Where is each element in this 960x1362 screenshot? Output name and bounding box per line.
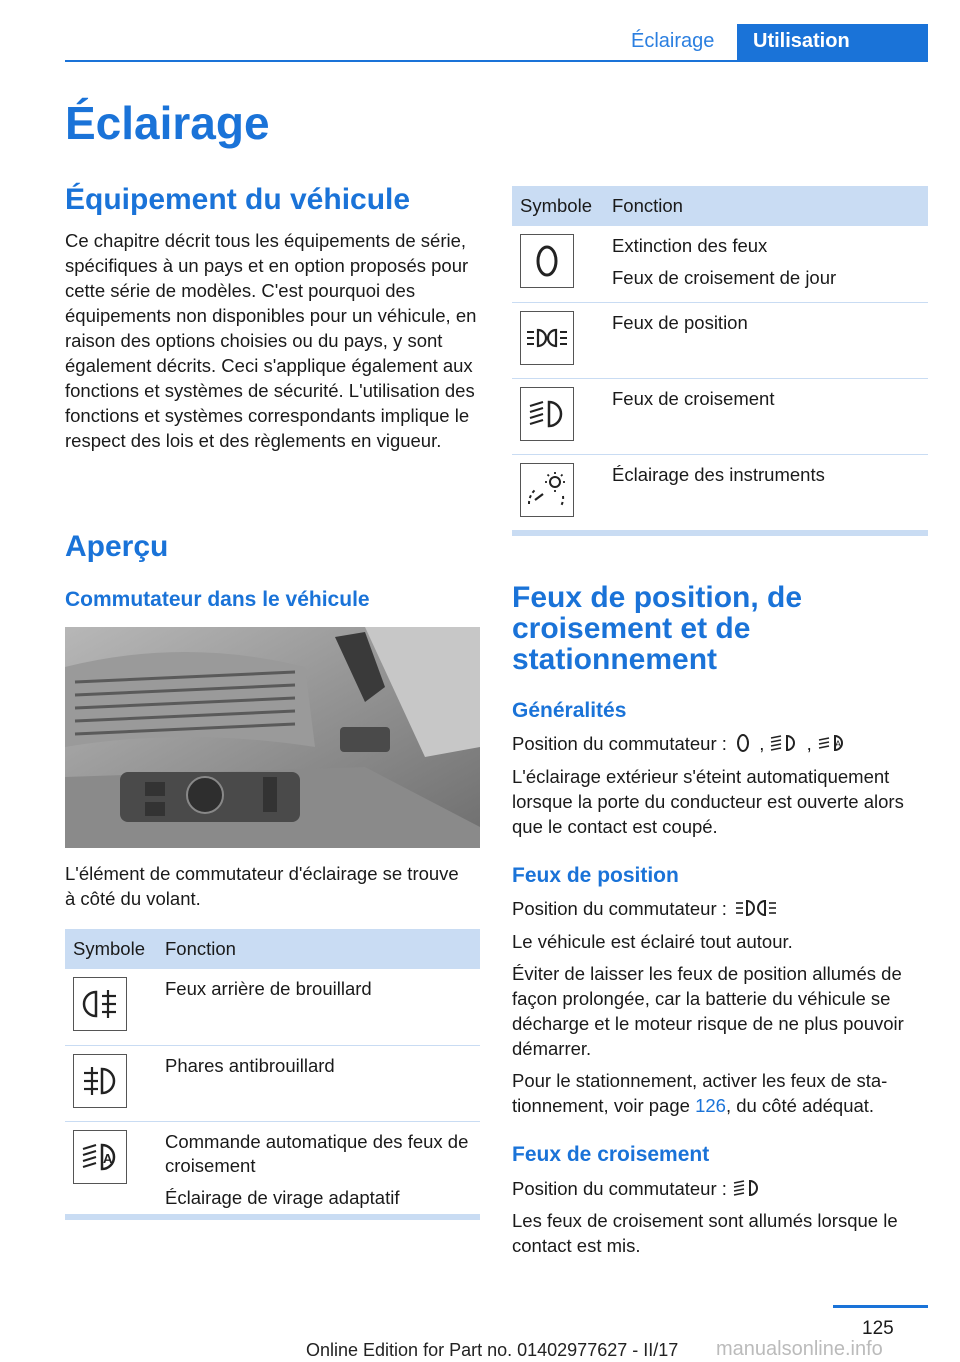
rear-fog-light-icon — [73, 977, 127, 1031]
table-right-col-symbol: Symbole — [512, 186, 612, 226]
table-left-row2-line1: Phares antibrouillard — [165, 1054, 335, 1076]
watermark: manualsonline.info — [716, 1338, 883, 1360]
header-section: Éclairage — [631, 30, 715, 52]
apercu-heading: Aperçu — [65, 530, 169, 563]
table-left-row3-line1: Commande automatique des feux de croisement — [165, 1130, 469, 1176]
general-sep-1: , — [759, 733, 765, 754]
position-p3-before: Pour le stationnement, activer les feux de stationnement, voir page — [512, 1070, 888, 1116]
table-right-end-rule — [512, 531, 928, 536]
table-left-end-rule — [65, 1215, 480, 1220]
croisement-position-line — [512, 1176, 928, 1201]
parking-light-icon — [732, 898, 780, 918]
equip-heading: Équipement du véhicule — [65, 183, 411, 216]
page-number: 125 — [862, 1318, 894, 1339]
low-beam-icon — [732, 1178, 764, 1198]
table-right-col-function: Fonction — [612, 186, 928, 226]
general-text: L'éclairage extérieur s'éteint automatiquement lorsque la porte du conducteur est ouverte alors que le contact est coupé. — [512, 766, 904, 837]
header-chapter-tab: Utilisation — [737, 24, 928, 62]
general-heading: Généralités — [512, 699, 627, 722]
page-link[interactable]: 126 — [695, 1095, 726, 1116]
left-column — [65, 184, 480, 453]
table-row — [65, 1121, 480, 1214]
table-left-row1-line1: Feux arrière de brouillard — [165, 978, 372, 999]
auto-headlight-icon — [73, 1130, 127, 1184]
table-right-row4-line1: Éclairage des instruments — [612, 463, 825, 485]
front-fog-light-icon — [73, 1054, 127, 1108]
position-position-label: Position du commutateur : — [512, 898, 727, 919]
table-row — [65, 969, 480, 1045]
position-p3 — [512, 1068, 928, 1118]
croisement-p1: Les feux de croisement sont allumés lorsque le contact est mis. — [512, 1210, 898, 1256]
general-position-label: Position du commutateur : — [512, 733, 727, 754]
auto-headlight-icon — [817, 733, 849, 753]
table-left — [65, 929, 480, 1220]
table-right-row2-line1: Feux de position — [612, 311, 748, 333]
table-row — [65, 1045, 480, 1121]
general-sep-2: , — [806, 733, 812, 754]
position-heading: Feux de position — [512, 864, 679, 887]
header-rule — [65, 60, 928, 62]
apercu-caption: L'élément de commutateur d'éclairage se trouve à côté du volant. — [65, 863, 459, 909]
footer-rule — [833, 1305, 928, 1308]
table-left-row3-line2: Éclairage de virage adaptatif — [165, 1186, 400, 1208]
svg-text:A: A — [103, 1150, 113, 1166]
table-right — [512, 186, 928, 536]
table-right-row1-line1: Extinction des feux — [612, 235, 768, 256]
table-right-row1-line2: Feux de croisement de jour — [612, 267, 837, 288]
apercu-subheading: Commutateur dans le véhicule — [65, 588, 370, 611]
table-left-col-function: Fonction — [165, 929, 480, 969]
instrument-light-icon — [520, 463, 574, 517]
general-position-line — [512, 731, 928, 756]
croisement-heading: Feux de croisement — [512, 1143, 710, 1166]
table-row — [512, 302, 928, 378]
position-position-line — [512, 896, 928, 921]
zero-icon — [732, 733, 754, 753]
position-p3-after: , du côté adéquat. — [725, 1095, 875, 1116]
table-right-row3-line1: Feux de croisement — [612, 387, 775, 409]
equip-text: Ce chapitre décrit tous les équipements de série, spécifiques à un pays et en option proposés pour cette série de modèles. C'est pourquoi des équipements non disponibles pour un véhicule, en raison des options choisies ou du pays, y sont également décrits. Ceci s'applique également aux fonctions et systèmes de sécurité. L'utilisation des fonctions et systèmes correspondants implique le respect des lois et des règlements en vigueur. — [65, 230, 477, 451]
edition-note: Online Edition for Part no. 01402977627 - II/17 — [306, 1340, 679, 1360]
dashboard-photo — [65, 627, 480, 848]
page-title: Éclairage — [65, 97, 270, 149]
section2-heading: Feux de position, de croisement et de stationnement — [512, 581, 803, 676]
svg-text:A: A — [834, 739, 841, 749]
low-beam-icon — [769, 733, 801, 753]
position-p2: Éviter de laisser les feux de position allumés de façon prolongée, car la batterie du véhicule se décharge et le moteur risque de ne plus pouvoir démarrer. — [512, 963, 904, 1059]
parking-light-icon — [520, 311, 574, 365]
zero-icon — [520, 234, 574, 288]
table-row — [512, 454, 928, 530]
table-row — [512, 226, 928, 302]
table-row — [512, 378, 928, 454]
croisement-position-label: Position du commutateur : — [512, 1178, 727, 1199]
position-p1: Le véhicule est éclairé tout autour. — [512, 931, 793, 952]
low-beam-icon — [520, 387, 574, 441]
table-left-col-symbol: Symbole — [65, 929, 165, 969]
